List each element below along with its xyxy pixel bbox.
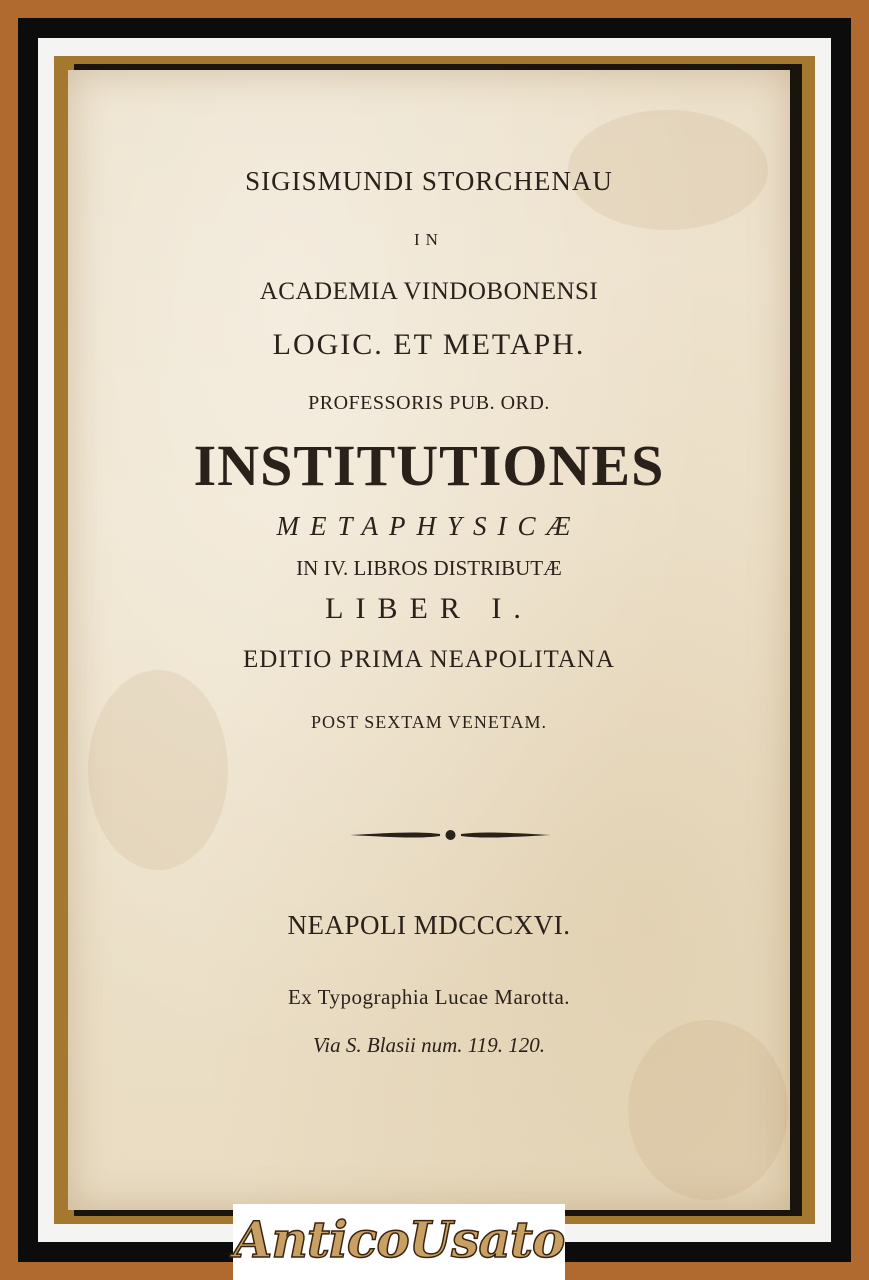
- title-page: [68, 70, 790, 1210]
- volume-line: LIBER I.: [325, 592, 533, 625]
- logo-text: AnticoUsato: [233, 1210, 565, 1269]
- libros-line: IN IV. LIBROS DISTRIBUTÆ: [296, 556, 562, 580]
- author-name: SIGISMUNDI STORCHENAU: [245, 166, 613, 196]
- paper-stain: [88, 670, 228, 870]
- printer-line: Ex Typographia Lucae Marotta.: [287, 985, 571, 1009]
- address-line: Via S. Blasii num. 119. 120.: [313, 1033, 545, 1057]
- watermark-logo: [233, 1204, 565, 1280]
- edition-line: EDITIO PRIMA NEAPOLITANA: [243, 646, 615, 673]
- academia-line: ACADEMIA VINDOBONENSI: [259, 278, 599, 305]
- book-subtitle: METAPHYSICÆ: [276, 511, 582, 541]
- book-title: INSTITUTIONES: [193, 433, 665, 498]
- professoris-line: PROFESSORIS PUB. ORD.: [308, 392, 550, 414]
- imprint-place-date: NEAPOLI MDCCCXVI.: [287, 910, 571, 940]
- decorative-rule-icon: [348, 826, 553, 844]
- preposition-in: IN: [414, 230, 444, 249]
- post-line: POST SEXTAM VENETAM.: [311, 712, 547, 732]
- logic-metaph-line: LOGIC. ET METAPH.: [272, 328, 586, 361]
